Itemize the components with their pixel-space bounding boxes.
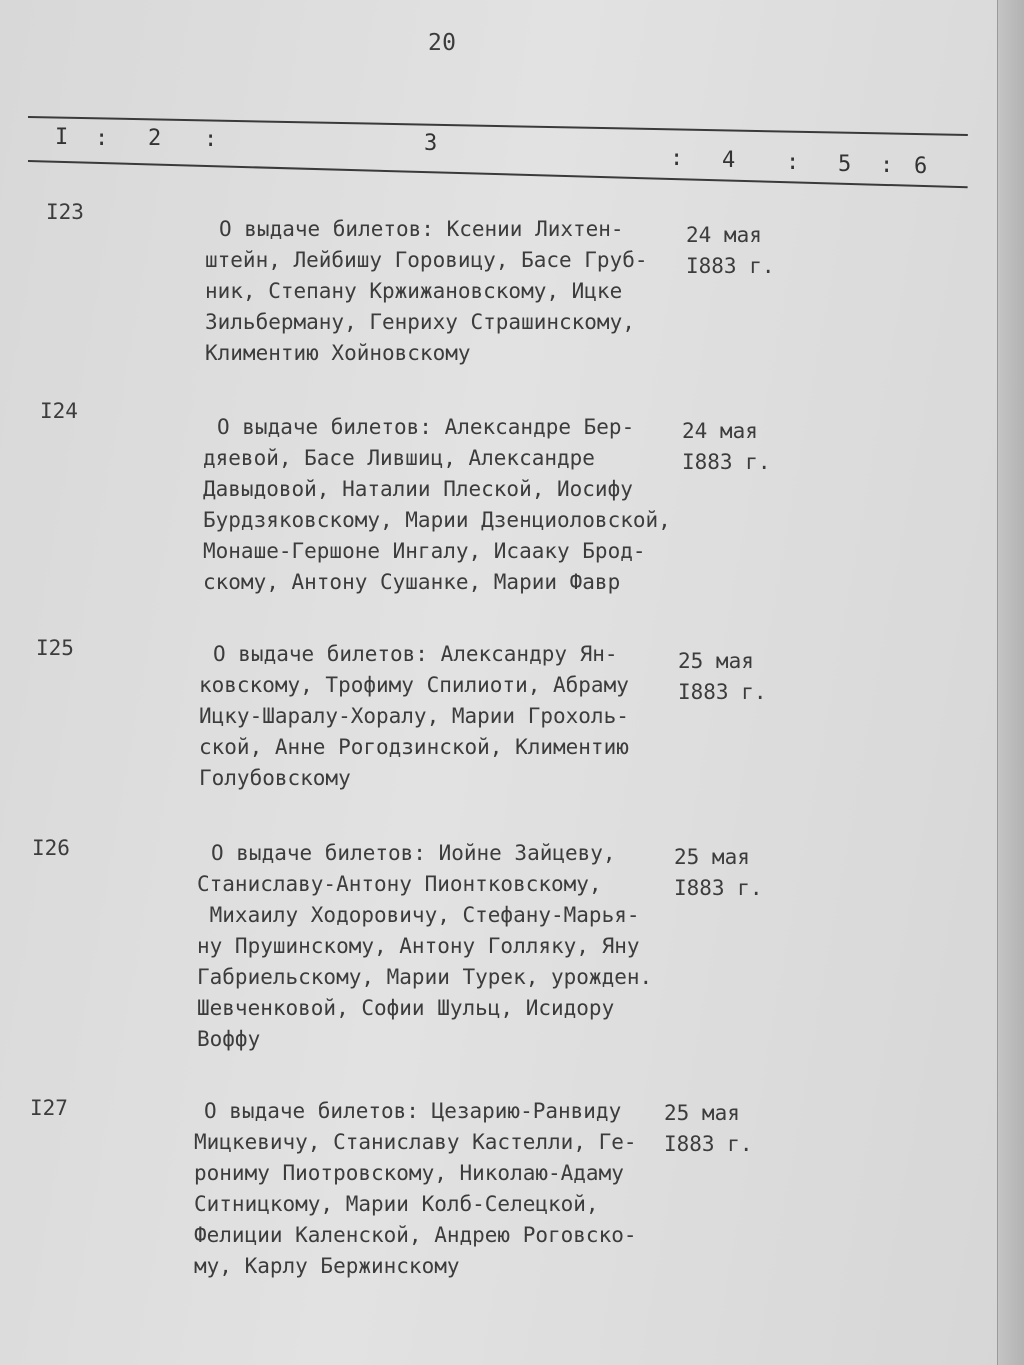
entry-line: рониму Пиотровскому, Николаю-Адаму [194,1161,624,1185]
header-sep: : [670,146,684,171]
header-sep: : [786,150,800,175]
entry-line: Голубовскому [199,766,351,790]
entry-line: Воффу [197,1027,261,1051]
header-col-2: 2 [148,126,162,151]
page-edge [997,0,1024,1365]
entry-line: Мицкевичу, Станиславу Кастелли, Ге- [194,1130,637,1154]
entry-line: О выдаче билетов: Александру Ян- [213,642,618,666]
entry-number: I27 [30,1096,68,1120]
entry-date-day: 24 мая [682,419,758,443]
entry-number: I26 [32,836,70,860]
header-col-3: 3 [424,131,438,156]
entry-number: I24 [40,399,78,423]
entry-line: ну Прушинскому, Антону Голляку, Яну [197,934,640,958]
entry-line: Бурдзяковскому, Марии Дзенциоловской, [203,508,671,532]
entry-line: О выдаче билетов: Цезарию-Ранвиду [204,1099,622,1123]
entry-date-day: 25 мая [664,1101,740,1125]
entry-date-day: 25 мая [674,845,750,869]
entry-line: скому, Антону Сушанке, Марии Фавр [203,570,621,594]
entry-line: Ситницкому, Марии Колб-Селецкой, [194,1192,599,1216]
entry-date [674,842,763,904]
entry-line: Давыдовой, Наталии Плеской, Иосифу [203,477,633,501]
header-rule-bottom [28,160,968,188]
header-col-5: 5 [838,152,852,177]
entry-date-year: I883 г. [682,450,771,474]
entry-line: О выдаче билетов: Ксении Лихтен- [219,217,624,241]
entry-line: Фелиции Каленской, Андрею Роговско- [194,1223,637,1247]
header-sep: : [204,127,218,152]
entry-line: Зильберману, Генриху Страшинскому, [205,310,635,334]
entry-line: ник, Степану Кржижановскому, Ицке [205,279,623,303]
entry-date-year: I883 г. [678,680,767,704]
entry-line: Габриельскому, Марии Турек, урожден. [197,965,653,989]
entry-line: Шевченковой, Софии Шульц, Исидору [197,996,615,1020]
entry-line: О выдаче билетов: Иойне Зайцеву, [211,841,616,865]
entry-description [205,214,648,369]
entry-date [664,1098,753,1160]
entry-date [682,416,771,478]
header-col-4: 4 [722,148,736,173]
header-sep: : [880,153,894,178]
entry-line: дяевой, Басе Лившиц, Александре [203,446,595,470]
entry-date [686,220,775,282]
entry-description [194,1096,637,1282]
entry-line: ской, Анне Рогодзинской, Климентию [199,735,629,759]
entry-date-day: 24 мая [686,223,762,247]
entry-line: ковскому, Трофиму Спилиоти, Абраму [199,673,629,697]
entry-line: Монаше-Гершоне Ингалу, Исааку Брод- [203,539,646,563]
entry-description [203,412,671,598]
entry-date [678,646,767,708]
entry-date-year: I883 г. [674,876,763,900]
entry-line: Ицку-Шаралу-Хоралу, Марии Грохоль- [199,704,629,728]
entry-line: Михаилу Ходоровичу, Стефану-Марья- [197,903,640,927]
entry-date-day: 25 мая [678,649,754,673]
entry-line: му, Карлу Бержинскому [194,1254,460,1278]
entry-date-year: I883 г. [686,254,775,278]
entry-description [199,639,629,794]
header-col-6: 6 [914,154,928,179]
entry-number: I25 [36,636,74,660]
entry-date-year: I883 г. [664,1132,753,1156]
page-number: 20 [428,30,457,56]
header-sep: : [95,126,109,151]
entry-number: I23 [46,200,84,224]
header-col-1: I [55,125,69,150]
entry-line: О выдаче билетов: Александре Бер- [217,415,635,439]
entry-line: Климентию Хойновскому [205,341,471,365]
entry-description [197,838,652,1055]
entry-line: штейн, Лейбишу Горовицу, Басе Груб- [205,248,648,272]
entry-line: Станиславу-Антону Пионтковскому, [197,872,602,896]
header-rule-top [28,116,968,136]
